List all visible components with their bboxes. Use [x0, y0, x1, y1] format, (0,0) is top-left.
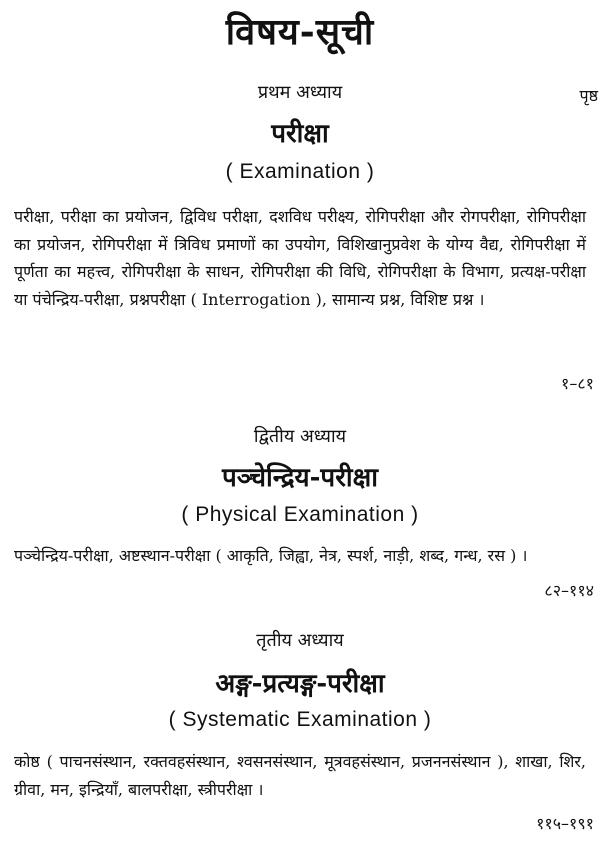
chapter-2-title: पञ्चेन्द्रिय-परीक्षा: [222, 463, 378, 493]
chapter-1-description: परीक्षा, परीक्षा का प्रयोजन, द्विविध परीक्षा, दशविध परीक्ष्य, रोगिपरीक्षा और रोगपरीक्षा, रोगिपरीक्षा का प्रयोजन, रोगिपरीक्षा में त्रिविध प्रमाणों का उपयोग, विशिखानुप्रवेश के योग्य वैद्य, रोगिपरीक्षा में पूर्णता का महत्त्व, रोगिपरीक्षा के साधन, रोगिपरीक्षा की विधि, रोगिपरीक्षा के विभाग, प्रत्यक्ष-परीक्षा या पंचेन्द्रिय-परीक्षा, प्रश्नपरीक्षा ( Interrogation ), सामान्य प्रश्न, विशिष्ट प्रश्न ।: [14, 207, 586, 309]
chapter-1-number: प्रथम अध्याय: [257, 82, 343, 103]
chapter-3-number: तृतीय अध्याय: [256, 630, 344, 651]
chapter-3-pages: ११५–१९१: [536, 814, 594, 833]
chapter-3-english-title: ( Systematic Examination ): [168, 708, 432, 731]
chapter-3-description: कोष्ठ ( पाचनसंस्थान, रक्तवहसंस्थान, श्वसनसंस्थान, मूत्रवहसंस्थान, प्रजननसंस्थान ), शाखा, शिर, ग्रीवा, मन, इन्द्रियाँ, बालपरीक्षा, स्त्रीपरीक्षा ।: [14, 752, 586, 799]
chapter-1-title: परीक्षा: [271, 119, 329, 149]
chapter-2-english-title: ( Physical Examination ): [181, 503, 419, 526]
chapter-3-title: अङ्ग-प्रत्यङ्ग-परीक्षा: [215, 669, 385, 699]
chapter-1-english-title: ( Examination ): [225, 160, 375, 183]
chapter-2-description: पञ्चेन्द्रिय-परीक्षा, अष्टस्थान-परीक्षा ( आकृति, जिह्वा, नेत्र, स्पर्श, नाड़ी, शब्द, गन्ध, रस ) ।: [14, 546, 528, 565]
chapter-1-pages: १–८१: [561, 374, 594, 393]
chapter-2-number: द्वितीय अध्याय: [253, 426, 347, 447]
chapter-2-pages: ८२–११४: [544, 581, 594, 600]
page-title: विषय-सूची: [225, 11, 375, 53]
page-column-label: पृष्ठ: [579, 86, 598, 105]
